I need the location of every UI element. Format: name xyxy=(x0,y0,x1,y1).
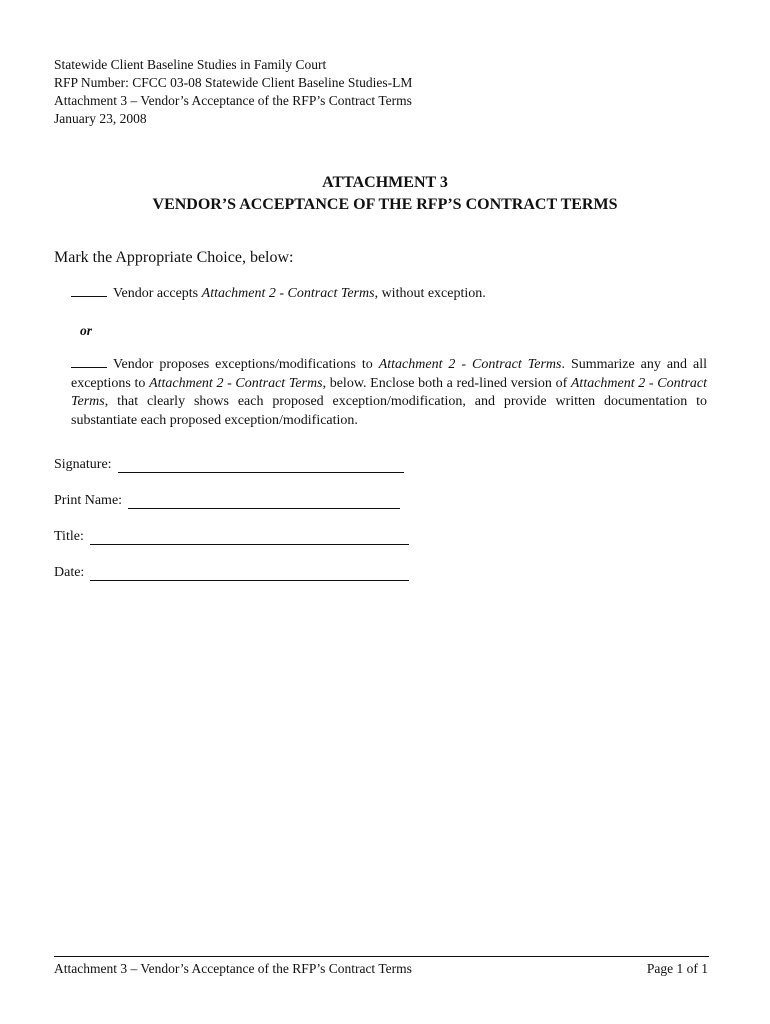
date-field xyxy=(54,565,409,581)
title-label: Title: xyxy=(54,529,84,544)
print-name-line[interactable] xyxy=(128,494,400,509)
choice-accept-mark-blank[interactable] xyxy=(71,285,107,297)
print-name-label: Print Name: xyxy=(54,493,123,508)
choice-exceptions-text-1: Vendor proposes exceptions/modifications to xyxy=(113,357,379,372)
header-line-project: Statewide Client Baseline Studies in Family Court xyxy=(54,57,327,72)
choice-exceptions-reference-3: Attachment 2 - Contract Terms xyxy=(71,375,708,409)
date-label: Date: xyxy=(54,565,85,580)
or-separator: or xyxy=(80,323,93,338)
footer-page-number: Page 1 of 1 xyxy=(646,961,708,976)
instruction-text: Mark the Appropriate Choice, below: xyxy=(54,249,294,266)
page-title xyxy=(0,172,770,216)
choice-exceptions-reference-2: Attachment 2 - Contract Terms xyxy=(149,375,323,391)
title-line[interactable] xyxy=(90,530,409,545)
title-attachment: ATTACHMENT 3 xyxy=(322,174,448,191)
title-subject: VENDOR’S ACCEPTANCE OF THE RFP’S CONTRACT TERMS xyxy=(152,196,618,213)
choice-accept-text: Vendor accepts xyxy=(113,286,202,301)
choice-exceptions-text-3: , below. Enclose both a red-lined version of xyxy=(322,375,571,391)
footer-document-title: Attachment 3 – Vendor’s Acceptance of the RFP’s Contract Terms xyxy=(54,961,412,976)
choice-exceptions-text-2: . Summarize any and all exceptions to xyxy=(71,357,708,391)
footer-divider xyxy=(54,956,709,957)
header-line-attachment: Attachment 3 – Vendor’s Acceptance of the RFP’s Contract Terms xyxy=(54,93,412,108)
choice-accept-reference: Attachment 2 - Contract Terms xyxy=(201,286,375,301)
choice-exceptions-text-4: , that clearly shows each proposed exception/modification, and provide written documentation to substantiate each proposed exception/modification. xyxy=(71,394,707,428)
choice-exceptions-mark-blank[interactable] xyxy=(71,356,107,368)
print-name-field xyxy=(54,493,400,509)
signature-field xyxy=(54,457,404,473)
document-header xyxy=(54,56,412,128)
choice-exceptions xyxy=(71,356,707,430)
choice-exceptions-reference-1: Attachment 2 - Contract Terms xyxy=(378,357,562,372)
date-line[interactable] xyxy=(90,566,409,581)
signature-label: Signature: xyxy=(54,457,112,472)
choice-accept xyxy=(71,285,486,304)
choice-accept-text-end: , without exception. xyxy=(374,286,486,301)
title-field xyxy=(54,529,409,545)
header-line-date: January 23, 2008 xyxy=(54,111,147,126)
signature-line[interactable] xyxy=(118,458,404,473)
header-line-rfp-number: RFP Number: CFCC 03-08 Statewide Client Baseline Studies-LM xyxy=(54,75,413,90)
